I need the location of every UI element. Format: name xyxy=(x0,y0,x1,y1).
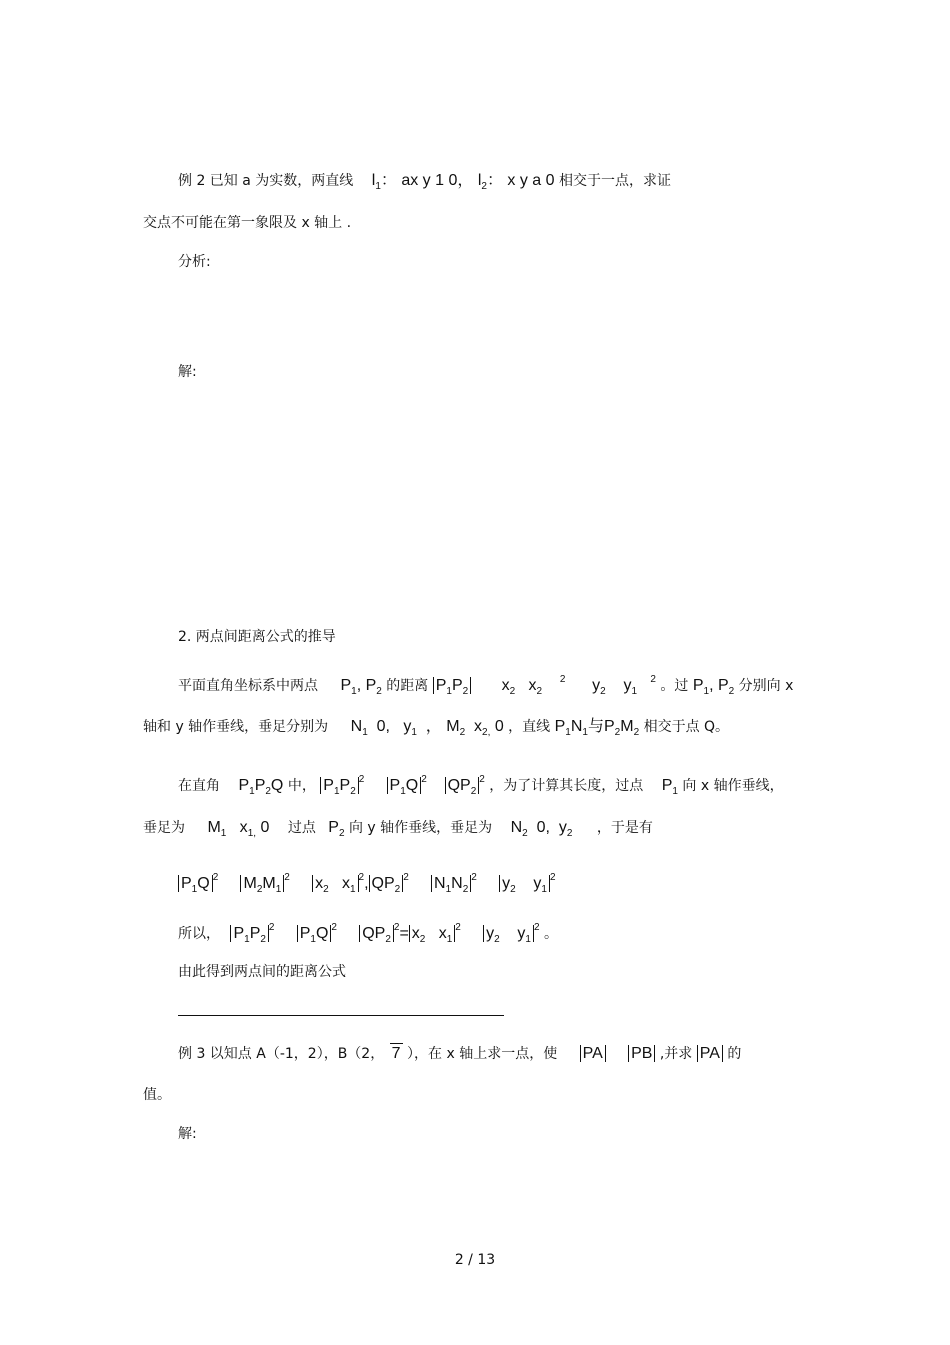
pa-value: PA xyxy=(697,1045,723,1062)
para4-text-b: 过点 xyxy=(287,820,316,836)
example3-de: 的 xyxy=(727,1046,742,1062)
section2-para4 xyxy=(143,818,653,844)
solution-label-1: 解: xyxy=(178,364,197,380)
therefore-label: 所以， xyxy=(178,926,220,942)
pa-eq-pb: PA PB xyxy=(580,1045,656,1062)
para3-text-b: 中， xyxy=(287,778,316,794)
example2-intro: 例 2 已知 a 为实数，两直线 xyxy=(178,173,354,189)
pythagoras-eq: $P_1P_2^2$ $P_1Q$ $^2$ $QP_2^2$ xyxy=(320,777,485,794)
para4-text-d: ，于是有 xyxy=(596,820,653,836)
section2-para3 xyxy=(178,770,784,802)
para1-text-c: 。过 xyxy=(660,678,689,694)
result-line: 由此得到两点间的距离公式 xyxy=(178,964,346,980)
section-heading: 2. 两点间距离公式的推导 xyxy=(178,629,336,645)
para3-text-a: 在直角 xyxy=(178,778,220,794)
blank-answer-line xyxy=(178,1015,504,1016)
line-l1: $l_1$： ax y 1 0， xyxy=(371,172,474,192)
para2-text-b: ，直线 xyxy=(508,719,551,735)
lines-p1n1-p2m2: $P_1N_1$与$P_2M_2$ xyxy=(554,718,640,738)
section2-para2 xyxy=(143,717,729,743)
para3-text-d: 向 x 轴作垂线， xyxy=(682,778,784,794)
foot-m1: $M_1$ $x_{1,}$ 0 xyxy=(207,819,270,839)
para1-text-a: 平面直角坐标系中两点 xyxy=(178,678,318,694)
example2-line2: 交点不可能在第一象限及 x 轴上 . xyxy=(143,215,352,231)
points-p1p2-b: $P_1$, $P_2$ xyxy=(692,677,735,697)
para1-text-d: 分别向 x xyxy=(738,678,794,694)
example3-line2: 值。 xyxy=(143,1087,171,1103)
distance-p1p2: $P_1P_2$ xyxy=(433,677,471,694)
point-p1: $P_1$ xyxy=(661,777,678,797)
para4-text-c: 向 y 轴作垂线，垂足为 xyxy=(348,820,493,836)
solution-label-2: 解: xyxy=(178,1126,197,1142)
para4-text-a: 垂足为 xyxy=(143,820,185,836)
example2-line1 xyxy=(178,171,671,197)
example2-claim: 相交于一点，求证 xyxy=(558,173,671,189)
sqrt-seven: 7 xyxy=(391,1045,401,1062)
para3-text-c: ，为了计算其长度，过点 xyxy=(489,778,644,794)
point-p2: $P_2$ xyxy=(328,819,345,839)
line-l2: $l_2$： x y a 0 xyxy=(477,172,555,192)
example3-intro: 例 3 以知点 A（-1，2），B（2， xyxy=(178,1046,385,1062)
foot-points: $N_1$ 0, $y_1$ ， $M_2$ $x_{2,}$ 0 xyxy=(350,718,504,738)
para2-text-c: 相交于点 Q。 xyxy=(643,719,730,735)
equation-line: $P_1Q$ $^2$ $M_2M_1^2$ $x_2$ $x_1^2$, $QP_2^2$ $N_1N_2^2$ $y_2$ $y_1^2$ xyxy=(178,868,556,900)
section2-para1 xyxy=(178,670,793,702)
example3-and-find: ,并求 xyxy=(659,1046,693,1062)
page-number: 2 / 13 xyxy=(454,1252,496,1268)
para2-text-a: 轴和 y 轴作垂线，垂足分别为 xyxy=(143,719,329,735)
distance-formula: $x_2$ $x_2$ $^2$ $y_2$ $y_1$ $^2$ xyxy=(501,674,656,697)
example3-task: ），在 x 轴上求一点，使 xyxy=(407,1046,558,1062)
example3-line1 xyxy=(178,1043,741,1064)
therefore-end: 。 xyxy=(543,926,558,942)
therefore-eq: $P_1P_2^2$ $P_1Q$ $^2$ $QP_2^2= x_2$ $x_1^2$ $y_2$ $y_1^2$ xyxy=(230,925,539,942)
points-p1p2: $P_1$, $P_2$ xyxy=(340,677,382,697)
para1-text-b: 的距离 xyxy=(386,678,429,694)
triangle-p1p2q: $P_1P_2Q$ xyxy=(238,777,284,797)
analysis-label: 分析: xyxy=(178,254,211,270)
foot-n2: $N_2$ 0, $y_2$ xyxy=(510,819,573,839)
therefore-line xyxy=(178,918,558,950)
